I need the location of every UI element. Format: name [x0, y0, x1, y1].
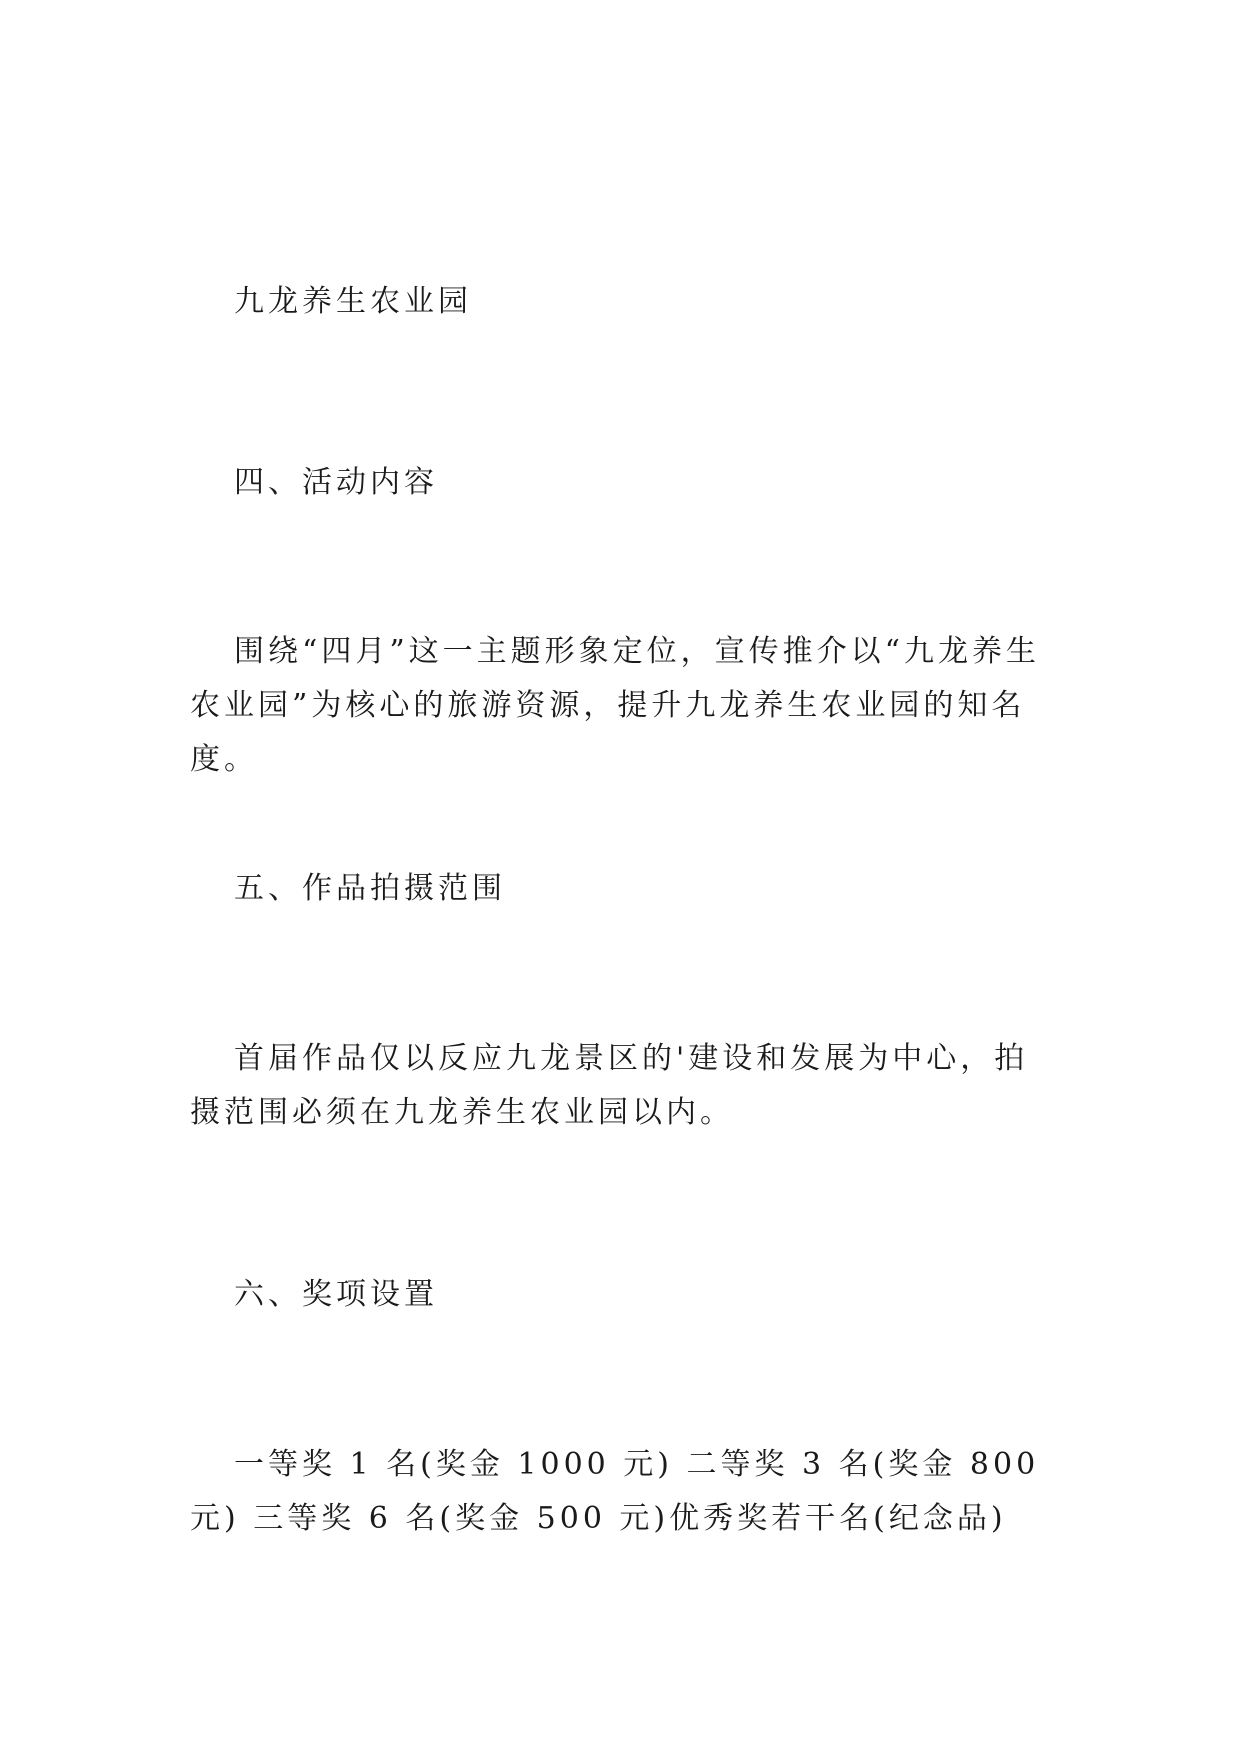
section-heading-awards: 六、奖项设置	[234, 1277, 438, 1312]
shooting-scope-paragraph: 首届作品仅以反应九龙景区的'建设和发展为中心，拍摄范围必须在九龙养生农业园以内。	[190, 1041, 1029, 1130]
section-heading-activity-content: 四、活动内容	[234, 465, 438, 500]
awards-paragraph: 一等奖 1 名(奖金 1000 元) 二等奖 3 名(奖金 800 元) 三等奖 6 名(奖金 500 元)优秀奖若干名(纪念品)	[190, 1447, 1040, 1536]
section-heading-shooting-scope: 五、作品拍摄范围	[234, 871, 506, 906]
location-line: 九龙养生农业园	[234, 284, 472, 319]
activity-content-paragraph: 围绕“四月”这一主题形象定位，宣传推介以“九龙养生农业园”为核心的旅游资源，提升九龙养生农业园的知名度。	[190, 634, 1041, 777]
